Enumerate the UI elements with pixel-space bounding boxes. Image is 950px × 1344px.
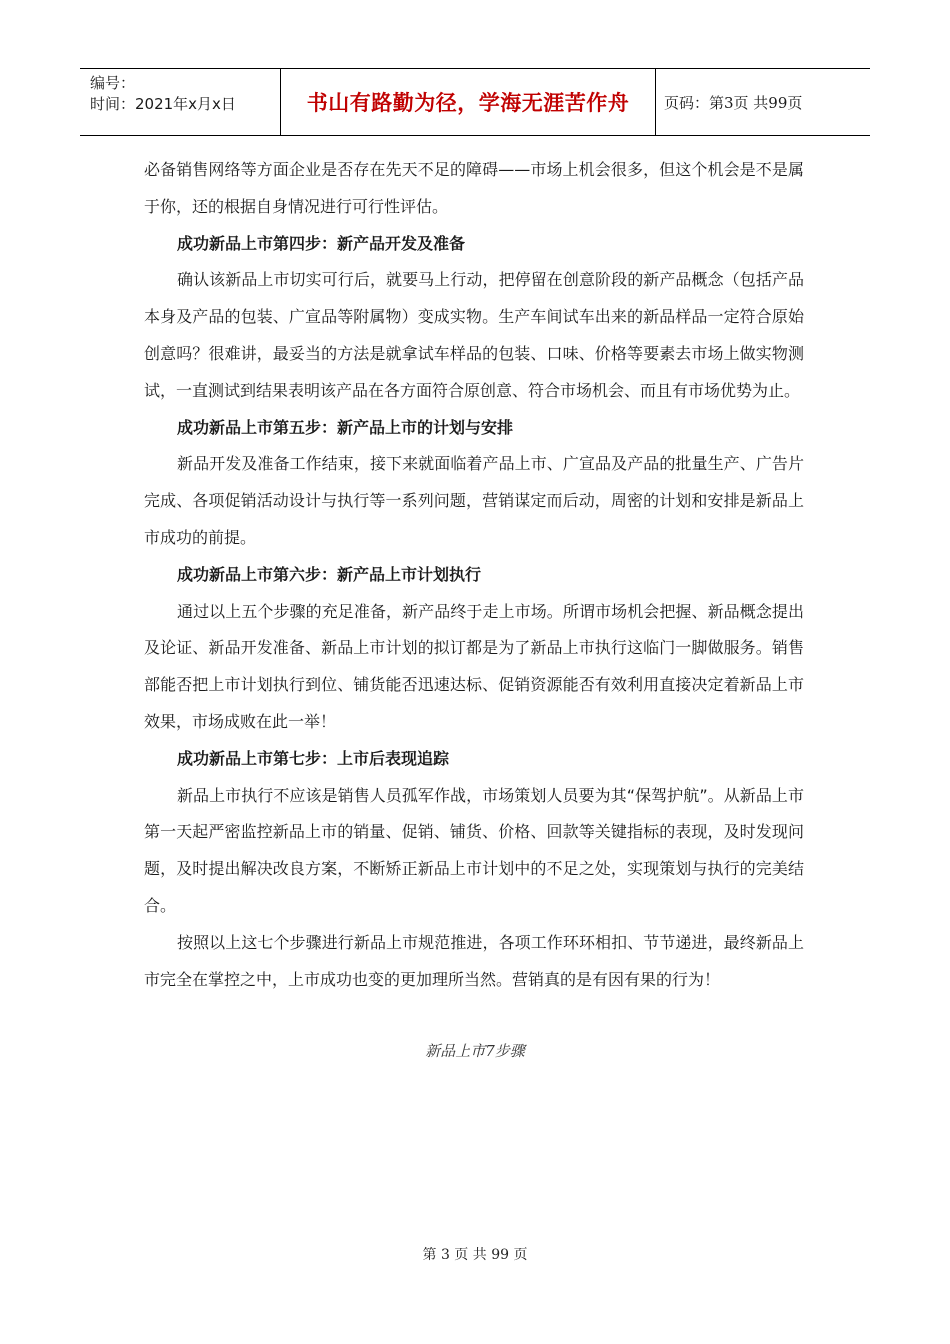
- paragraph-step5: 新品开发及准备工作结束，接下来就面临着产品上市、广宣品及产品的批量生产、广告片完成、各项促销活动设计与执行等一系列问题，营销谋定而后动，周密的计划和安排是新品上市成功的前提。: [144, 454, 804, 547]
- paragraph-conclusion: 按照以上这七个步骤进行新品上市规范推进，各项工作环环相扣、节节递进，最终新品上市完全在掌控之中，上市成功也变的更加理所当然。营销真的是有因有果的行为！: [144, 932, 804, 989]
- header-meta: [80, 69, 281, 135]
- page-footer: 第 3 页 共 99 页: [422, 1247, 528, 1263]
- section-heading-step6: 成功新品上市第六步：新产品上市计划执行: [177, 564, 482, 584]
- document-body: [144, 152, 804, 998]
- document-date: 时间：2021年x月x日: [90, 95, 236, 113]
- header-motto: 书山有路勤为径，学海无涯苦作舟: [306, 90, 630, 115]
- paragraph-step7: 新品上市执行不应该是销售人员孤军作战，市场策划人员要为其“保驾护航”。从新品上市第一天起严密监控新品上市的销量、促销、铺货、价格、回款等关键指标的表现，及时发现问题，及时提出解决改良方案，不断矫正新品上市计划中的不足之处，实现策划与执行的完美结合。: [144, 785, 804, 915]
- header-page-info: 页码：第3页 共99页: [664, 93, 803, 112]
- paragraph-step6: 通过以上五个步骤的充足准备，新产品终于走上市场。所谓市场机会把握、新品概念提出及论证、新品开发准备、新品上市计划的拟订都是为了新品上市执行这临门一脚做服务。销售部能否把上市计划执行到位、铺货能否迅速达标、促销资源能否有效利用直接决定着新品上市效果，市场成败在此一举！: [144, 601, 804, 731]
- section-heading-step4: 成功新品上市第四步：新产品开发及准备: [177, 233, 466, 253]
- page-header: [80, 68, 870, 136]
- document-number: 编号：: [90, 74, 136, 92]
- section-heading-step5: 成功新品上市第五步：新产品上市的计划与安排: [177, 417, 514, 437]
- header-motto-cell: [281, 69, 656, 135]
- document-caption: 新品上市7步骤: [425, 1042, 525, 1060]
- paragraph-step4: 确认该新品上市切实可行后，就要马上行动，把停留在创意阶段的新产品概念（包括产品本身及产品的包装、广宣品等附属物）变成实物。生产车间试车出来的新品样品一定符合原始创意吗？很难讲，最妥当的方法是就拿试车样品的包装、口味、价格等要素去市场上做实物测试，一直测试到结果表明该产品在各方面符合原创意、符合市场机会、而且有市场优势为止。: [144, 270, 804, 400]
- section-heading-step7: 成功新品上市第七步：上市后表现追踪: [177, 748, 450, 768]
- paragraph-continuation: 必备销售网络等方面企业是否存在先天不足的障碍——市场上机会很多，但这个机会是不是属于你，还的根据自身情况进行可行性评估。: [144, 160, 804, 216]
